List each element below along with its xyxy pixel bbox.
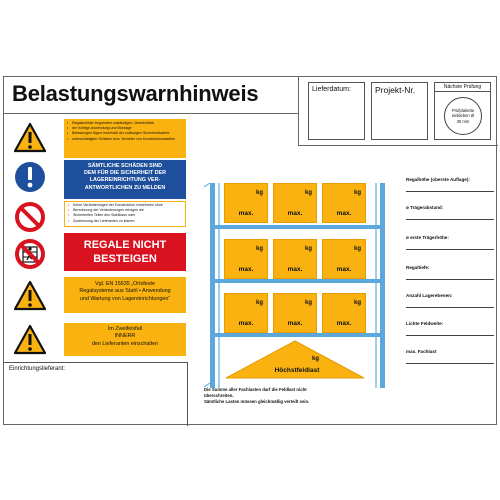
usage-rule-line: • der richtige Anwendung und Montage — [72, 126, 182, 131]
no-climbing-line: REGALE NICHT — [83, 238, 167, 251]
clear-bay-width-line — [406, 335, 494, 336]
inspection-header: Nächste Prüfung — [435, 84, 490, 92]
clear-bay-width-label: Lichte Feldweite: — [406, 321, 444, 326]
rack-height-label: Regalhöhe (oberste Auflage): — [406, 177, 470, 182]
warning-icon — [14, 324, 46, 356]
rack-upright-right — [380, 183, 385, 388]
project-number-label: Projekt-Nr. — [375, 85, 416, 95]
standard-reference-line: und Wartung von Lagereinrichtungen“ — [79, 295, 171, 302]
floor-load-label: Höchstfeldlast — [274, 367, 320, 374]
rack-beam — [210, 225, 385, 229]
load-note-line: Die Summe aller Fachlasten darf die Feldlast nicht — [204, 387, 307, 392]
project-number-box — [371, 82, 428, 140]
rack-upright-right-back — [375, 183, 377, 388]
usage-rule-line: • Belastungen fügen innerhalb der zulässigen Sicherheitswerte — [72, 131, 182, 136]
supplier-label: Einrichtungslieferant: — [9, 366, 66, 372]
rack-beam — [210, 333, 385, 337]
shelf-load-box: kg max. — [224, 183, 268, 223]
report-damage-line: DEM FÜR DIE SICHERHEIT DER — [83, 170, 167, 177]
load-note-line: überschreiten. — [204, 393, 234, 399]
rack-upright-left — [210, 183, 215, 388]
warning-icon — [14, 280, 46, 312]
rack-height-line — [406, 191, 494, 192]
no-modification-line: • Sicherheiten Teilen des Stahlbaus oder — [73, 213, 181, 218]
no-climbing-icon — [14, 238, 46, 270]
rack-upright-left-back — [218, 183, 220, 388]
no-modification-line: • Zustimmung der Lieferanten zu klarem — [73, 219, 181, 224]
usage-rule-line: • unbeschädigten Schilden bzw. Vertreter von Konstruktionsstellen — [72, 137, 182, 142]
inspection-sticker-circle: Prüfplakette einkleben Ø 30 mm — [444, 97, 482, 135]
contact-supplier-line: INNERR — [114, 333, 136, 340]
shelf-load-box: kg max. — [322, 293, 366, 333]
rack-depth-line — [406, 279, 494, 280]
floor-load-kg: kg — [312, 356, 320, 362]
report-damage-line: LAGEREINRICHTUNG VER- — [89, 177, 161, 184]
rack-beam — [210, 279, 385, 283]
load-note-line: Sämtliche Lasten müssen gleichmäßig verteilt sein. — [204, 399, 310, 405]
load-note — [204, 387, 309, 405]
storage-levels-label: Anzahl Lagerebenen: — [406, 293, 453, 298]
warning-icon — [14, 122, 46, 154]
rack-depth-label: Regaltiefe: — [406, 265, 430, 270]
report-damage-line: ANTWORTLICHEN ZU MELDEN — [84, 184, 166, 191]
mandatory-info-icon — [14, 161, 46, 193]
no-modification-panel — [64, 201, 186, 227]
delivery-date-box — [308, 82, 365, 140]
contact-supplier-panel — [64, 323, 186, 356]
no-modification-line: • Keine Veränderungen der Konstruktion vornehmen ohne — [73, 203, 181, 208]
standard-reference-panel — [64, 277, 186, 313]
title-divider — [4, 113, 298, 114]
shelf-load-box: kg max. — [322, 239, 366, 279]
warning-sign — [3, 76, 497, 425]
header-bottom-divider — [298, 145, 498, 146]
shelf-load-box: kg max. — [273, 293, 317, 333]
max-shelf-load-line — [406, 363, 494, 364]
shelf-load-box: kg max. — [322, 183, 366, 223]
first-beam-height-line — [406, 249, 494, 250]
shelf-load-box: kg max. — [273, 239, 317, 279]
first-beam-height-label: ø erste Trägerhöhe: — [406, 235, 449, 240]
no-climbing-line: BESTEIGEN — [93, 253, 157, 265]
contact-supplier-line: den Lieferanten einschalten — [91, 340, 159, 347]
supplier-field — [4, 362, 188, 426]
prohibition-icon — [14, 201, 46, 233]
report-damage-panel — [64, 160, 186, 199]
inspection-box — [434, 82, 491, 140]
usage-rule-line: • Regalschilder begründen zuständigen, übersichtlich — [72, 121, 182, 126]
sign-title: Belastungswarnhinweis — [12, 81, 259, 106]
shelf-load-box: kg max. — [224, 293, 268, 333]
beam-distance-label: ø Trägerabstand: — [406, 205, 444, 210]
beam-distance-line — [406, 219, 494, 220]
header-divider — [298, 77, 299, 145]
shelf-load-box: kg max. — [224, 239, 268, 279]
standard-reference-line: Vgl. EN 15635 „Ortsfeste — [95, 281, 155, 287]
delivery-date-label: Lieferdatum: — [312, 86, 351, 93]
no-climbing-panel — [64, 233, 186, 271]
standard-reference-line: Regalsysteme aus Stahl • Anwendung — [79, 288, 171, 295]
max-shelf-load-label: max. Fachlast — [406, 349, 437, 354]
contact-supplier-line: Im Zweifelsfall — [107, 326, 143, 332]
storage-levels-line — [406, 307, 494, 308]
shelf-load-box: kg max. — [273, 183, 317, 223]
report-damage-line: SÄMTLICHE SCHÄDEN SIND — [88, 163, 162, 169]
no-modification-line: • Berechnung der Veränderungen erfolgen die — [73, 208, 181, 213]
usage-rules-panel — [64, 119, 186, 158]
